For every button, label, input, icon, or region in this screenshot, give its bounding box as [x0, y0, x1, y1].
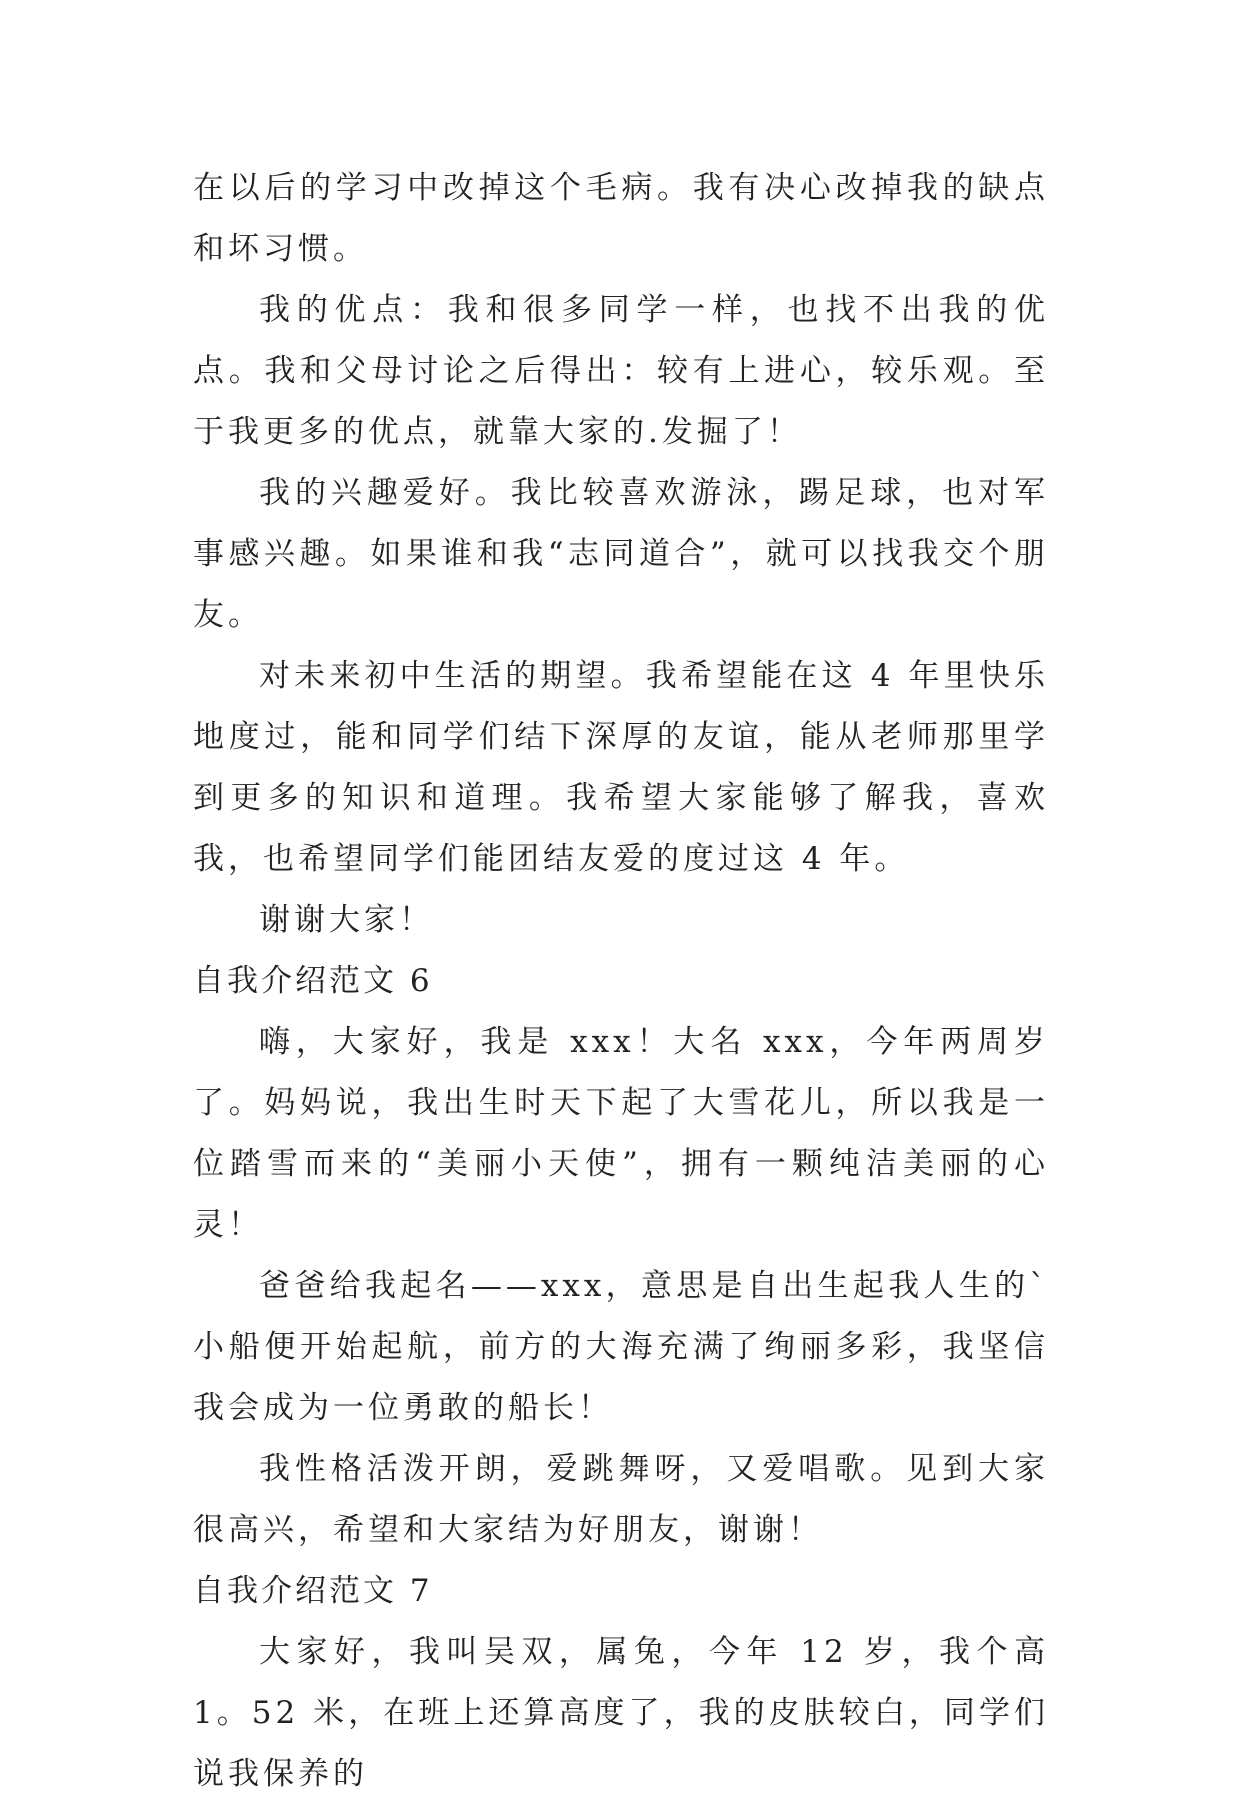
- paragraph-strengths: 我的优点：我和很多同学一样，也找不出我的优点。我和父母讨论之后得出：较有上进心，较乐观。至于我更多的优点，就靠大家的.发掘了！: [193, 292, 1049, 450]
- document-body: [193, 158, 1049, 1805]
- paragraph-intro-6-personality: 我性格活泼开朗，爱跳舞呀，又爱唱歌。见到大家很高兴，希望和大家结为好朋友，谢谢！: [193, 1451, 1049, 1548]
- continuation-paragraph: 在以后的学习中改掉这个毛病。我有决心改掉我的缺点和坏习惯。: [193, 170, 1049, 267]
- paragraph-hobbies: 我的兴趣爱好。我比较喜欢游泳，踢足球，也对军事感兴趣。如果谁和我“志同道合”，就可以找我交个朋友。: [193, 475, 1049, 633]
- section-heading-6: 自我介绍范文 6: [193, 963, 433, 999]
- paragraph-intro-7-greeting: 大家好，我叫吴双，属兔，今年 12 岁，我个高 1。52 米，在班上还算高度了，我的皮肤较白，同学们说我保养的: [193, 1634, 1049, 1792]
- paragraph-intro-6-greeting: 嗨，大家好，我是 xxx！大名 xxx，今年两周岁了。妈妈说，我出生时天下起了大雪花儿，所以我是一位踏雪而来的“美丽小天使”，拥有一颗纯洁美丽的心灵！: [193, 1024, 1049, 1243]
- paragraph-thanks: 谢谢大家！: [259, 902, 434, 938]
- paragraph-intro-6-name: 爸爸给我起名——xxx，意思是自出生起我人生的`小船便开始起航，前方的大海充满了绚丽多彩，我坚信我会成为一位勇敢的船长！: [193, 1268, 1049, 1426]
- paragraph-expectations: 对未来初中生活的期望。我希望能在这 4 年里快乐地度过，能和同学们结下深厚的友谊，能从老师那里学到更多的知识和道理。我希望大家能够了解我，喜欢我，也希望同学们能团结友爱的度过这 4 年。: [193, 658, 1049, 877]
- section-heading-7: 自我介绍范文 7: [193, 1573, 433, 1609]
